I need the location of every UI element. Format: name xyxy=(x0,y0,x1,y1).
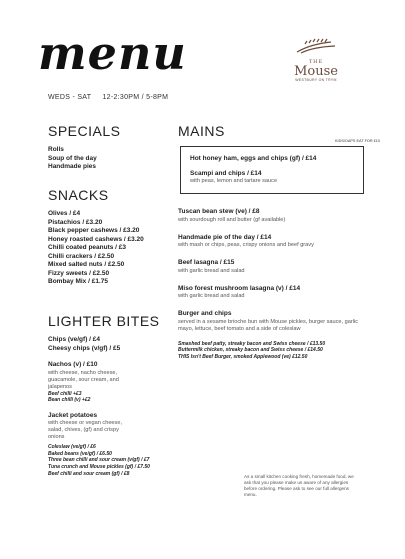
menu-title: menu xyxy=(38,26,187,80)
list-item: Burger and chips xyxy=(178,310,232,317)
item-description: with sourdough roll and butter (gf available) xyxy=(178,216,286,223)
item-option: Beef chilli and sour cream (gf) / £8 xyxy=(48,470,130,477)
list-item: Honey roasted cashews / £3.20 xyxy=(48,235,144,243)
list-item: Olives / £4 xyxy=(48,210,81,217)
list-item: Handmade pies xyxy=(48,163,97,170)
mains-list xyxy=(178,208,368,360)
item-option: Three bean chilli and sour cream (v/gf) / £7 xyxy=(48,457,150,464)
item-option: Baked beans (ve/gf) / £6.50 xyxy=(48,450,112,457)
item-description: with peas, lemon and tartare sauce xyxy=(190,178,278,184)
item-description: with mash or chips, peas, crispy onions and beef gravy xyxy=(178,242,314,248)
wheat-icon xyxy=(293,38,339,54)
list-item: Bombay Mix / £1.75 xyxy=(48,278,108,285)
item-description: with garlic bread and salad xyxy=(178,293,245,299)
specials-heading: SPECIALS xyxy=(48,123,121,139)
list-item: Black pepper cashews / £3.20 xyxy=(48,227,140,234)
opening-hours xyxy=(48,94,168,101)
lighter-bites-list xyxy=(48,336,168,477)
item-option: Tuna crunch and Mouse pickles (gf) / £7.50 xyxy=(48,463,150,470)
list-item: Hot honey ham, eggs and chips (gf) / £14 xyxy=(190,155,317,162)
opening-times: 12-2:30PM / 5-8PM xyxy=(102,94,169,101)
featured-box xyxy=(180,146,364,194)
list-item: Chips (ve/gf) / £4 xyxy=(48,336,101,343)
item-option: Smashed beef patty, streaky bacon and Swiss cheese / £13.50 xyxy=(178,340,326,347)
list-item: Fizzy sweets / £2.50 xyxy=(48,269,110,277)
logo-subtitle: WESTBURY ON TRYM xyxy=(295,78,337,82)
allergy-note: As a small kitchen cooking fresh, homemade food, we ask that you please make us aware of any allergies before ordering. Please ask to see our full allergens menu. xyxy=(244,474,354,497)
list-item: Chilli coated peanuts / £3 xyxy=(48,244,127,251)
list-item: Cheesy chips (v/gf) / £5 xyxy=(48,344,121,352)
snacks-heading: SNACKS xyxy=(48,187,109,203)
list-item: Rolls xyxy=(48,146,64,153)
item-option: Coleslaw (ve/gf) / £6 xyxy=(48,444,96,451)
pub-logo xyxy=(286,38,346,82)
item-option: Buttermilk chicken, streaky bacon and Swiss cheese / £14.50 xyxy=(178,347,323,354)
item-description: with cheese, nacho cheese, guacamole, sour cream, and jalapenos xyxy=(48,369,119,390)
item-description: served in a sesame brioche bun with Mouse pickles, burger sauce, garlic mayo, lettuce, beef tomato and a side of coleslaw xyxy=(178,318,359,332)
list-item: Soup of the day xyxy=(48,154,97,162)
list-item: Miso forest mushroom lasagna (v) / £14 xyxy=(178,284,301,292)
item-addon: Bean chilli (v) +£2 xyxy=(48,397,91,404)
list-item: Pistachios / £3.20 xyxy=(48,218,103,226)
item-description: with cheese or vegan cheese, salad, chives, (gf) and crispy onions xyxy=(48,420,123,441)
kids-note: KIDS/OAPS EAT FOR £10 xyxy=(335,139,381,143)
list-item: Scampi and chips / £14 xyxy=(190,169,262,177)
list-item: Chilli crackers / £2.50 xyxy=(48,252,115,260)
snacks-list xyxy=(48,210,144,287)
list-item: Nachos (v) / £10 xyxy=(48,361,98,368)
list-item: Tuscan bean stew (ve) / £8 xyxy=(178,208,260,215)
list-item: Jacket potatoes xyxy=(48,411,98,419)
lighter-bites-heading: LIGHTER BITES xyxy=(48,313,160,329)
list-item: Mixed salted nuts / £2.50 xyxy=(48,261,125,268)
logo-name: Mouse xyxy=(294,64,338,79)
mains-heading: MAINS xyxy=(178,123,225,139)
logo-the: THE xyxy=(308,59,324,65)
list-item: Beef lasagna / £15 xyxy=(178,259,235,266)
item-addon: Beef chilli +£3 xyxy=(48,390,82,397)
specials-list xyxy=(48,146,97,172)
list-item: Handmade pie of the day / £14 xyxy=(178,233,272,241)
item-description: with garlic bread and salad xyxy=(178,267,245,274)
item-option: THIS Isn't Beef Burger, smoked Applewood (ve) £12.50 xyxy=(178,353,308,360)
opening-days: WEDS - SAT xyxy=(48,94,92,101)
